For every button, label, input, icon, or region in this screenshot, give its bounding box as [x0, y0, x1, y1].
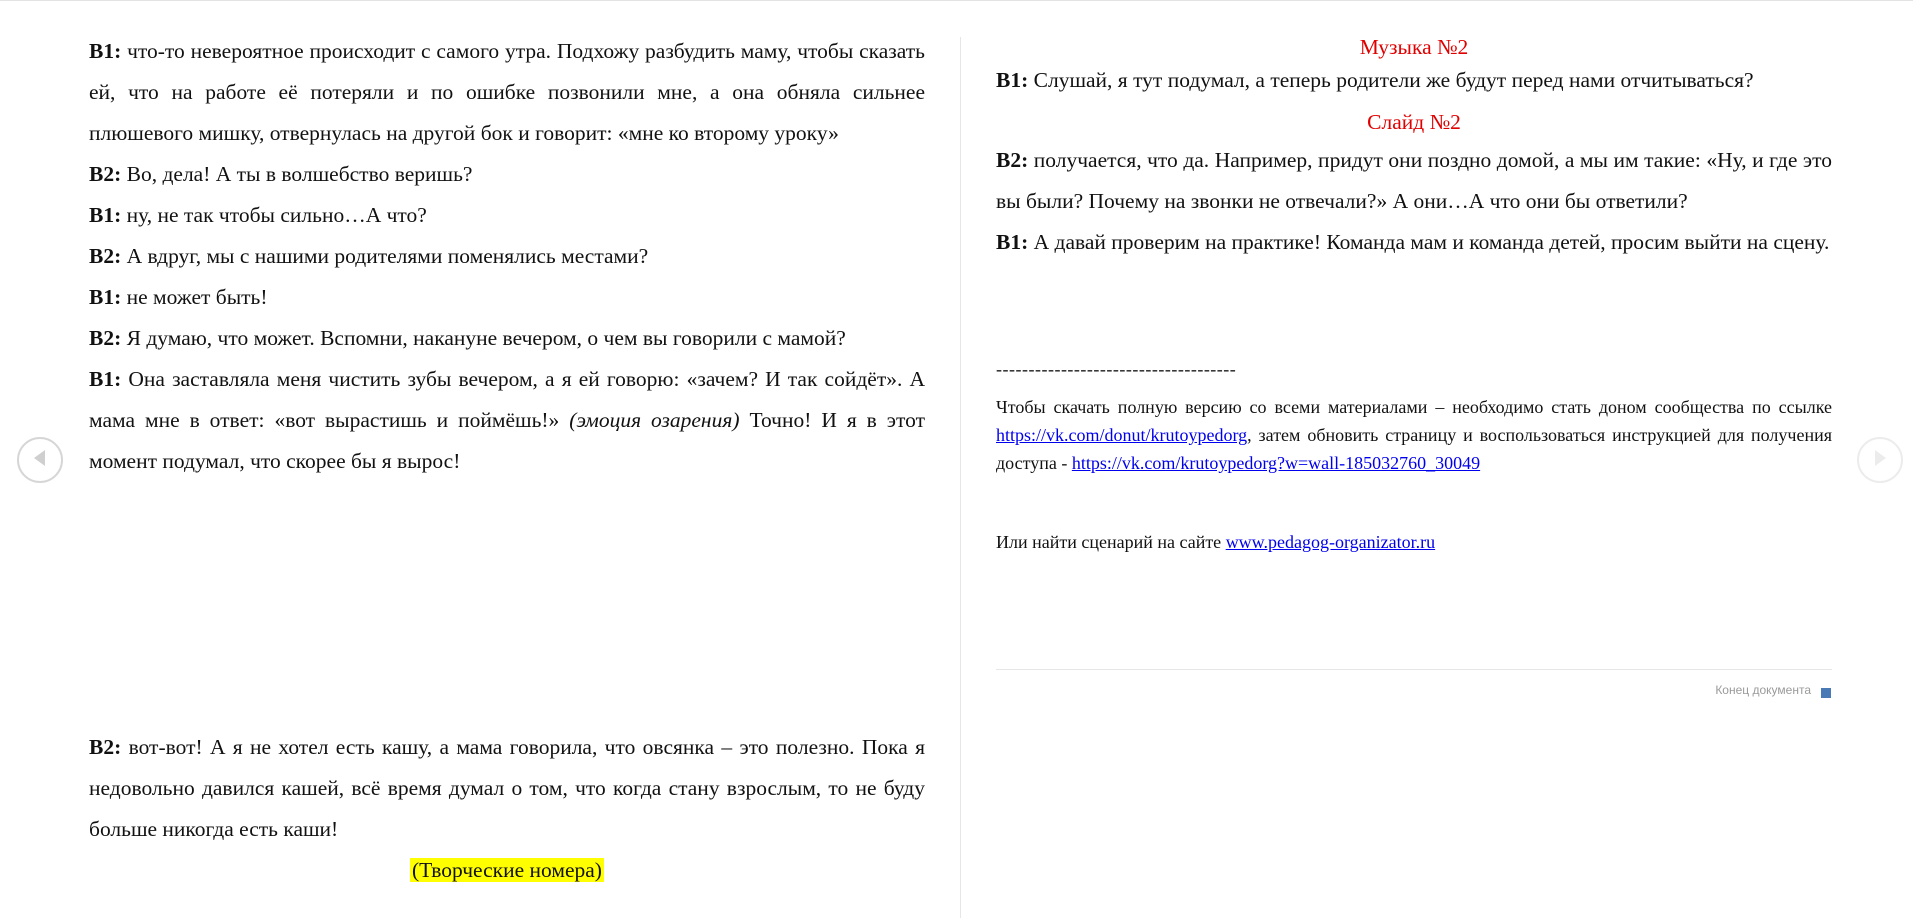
left-page-upper	[89, 31, 925, 482]
stage-direction: (эмоция озарения)	[569, 408, 740, 432]
right-page-body	[996, 105, 1832, 263]
dialog-line: В2: получается, что да. Например, придут они поздно домой, а мы им такие: «Ну, и где это вы были? Почему на звонки не отвечали?» А они…А что они бы ответили?	[996, 148, 1832, 213]
end-of-document-rule	[996, 669, 1832, 670]
right-page-top	[996, 31, 1832, 97]
wall-post-link[interactable]: https://vk.com/krutoypedorg?w=wall-185032760_30049	[1071, 453, 1481, 473]
chevron-left-icon	[31, 448, 49, 473]
left-page-lower	[89, 727, 925, 891]
creative-numbers-note	[89, 850, 925, 891]
slide-cue: Слайд №2	[1367, 110, 1461, 134]
previous-page-button[interactable]	[17, 437, 63, 483]
separator-block	[996, 355, 1832, 383]
dialog-line: В1: Она заставляла меня чистить зубы вечером, а я ей говорю: «зачем? И так сойдёт». А мама мне в ответ: «вот вырастишь и поймёшь!» (эмоция озарения) Точно! И я в этот момент подумал, что скорее бы я вырос!	[89, 367, 925, 473]
top-border	[0, 0, 1913, 1]
highlighted-note: (Творческие номера)	[412, 858, 602, 882]
dialog-line: В2: А вдруг, мы с нашими родителями поменялись местами?	[89, 244, 649, 268]
dialog-line: В1: А давай проверим на практике! Команда мам и команда детей, просим выйти на сцену.	[996, 230, 1830, 254]
separator-line: -------------------------------------	[996, 359, 1237, 379]
site-note: Или найти сценарий на сайте www.pedagog-organizator.ru	[996, 532, 1436, 552]
dialog-line: В2: вот-вот! А я не хотел есть кашу, а мама говорила, что овсянка – это полезно. Пока я недовольно давился кашей, всё время думал о том, что когда стану взрослым, то не буду больше никогда есть каши!	[89, 735, 925, 841]
download-note: Чтобы скачать полную версию со всеми материалами – необходимо стать доном сообщества по ссылке https://vk.com/donut/krutoypedorg, затем обновить страницу и воспользоваться инструкцией для получения доступа - https://vk.com/krutoypedorg?w=wall-185032760_30049	[996, 397, 1832, 473]
end-of-document-marker	[1821, 688, 1831, 698]
site-link[interactable]: www.pedagog-organizator.ru	[1225, 532, 1436, 552]
next-page-button[interactable]	[1857, 437, 1903, 483]
end-of-document-label: Конец документа	[1715, 683, 1811, 697]
dialog-line: В2: Я думаю, что может. Вспомни, накануне вечером, о чем вы говорили с мамой?	[89, 326, 846, 350]
dialog-line: В1: Слушай, я тут подумал, а теперь родители же будут перед нами отчитываться?	[996, 68, 1754, 92]
dialog-line: В1: не может быть!	[89, 285, 268, 309]
chevron-right-icon	[1871, 448, 1889, 473]
dialog-line: В2: Во, дела! А ты в волшебство веришь?	[89, 162, 473, 186]
dialog-line: В1: что-то невероятное происходит с самого утра. Подхожу разбудить маму, чтобы сказать ей, что на работе её потеряли и по ошибке позвонили мне, а она обняла сильнее плюшевого мишку, отвернулась на другой бок и говорит: «мне ко второму уроку»	[89, 39, 925, 145]
page-divider	[960, 37, 961, 918]
music-cue: Музыка №2	[1359, 35, 1469, 59]
donut-link[interactable]: https://vk.com/donut/krutoypedorg	[996, 425, 1248, 445]
dialog-line: В1: ну, не так чтобы сильно…А что?	[89, 203, 427, 227]
